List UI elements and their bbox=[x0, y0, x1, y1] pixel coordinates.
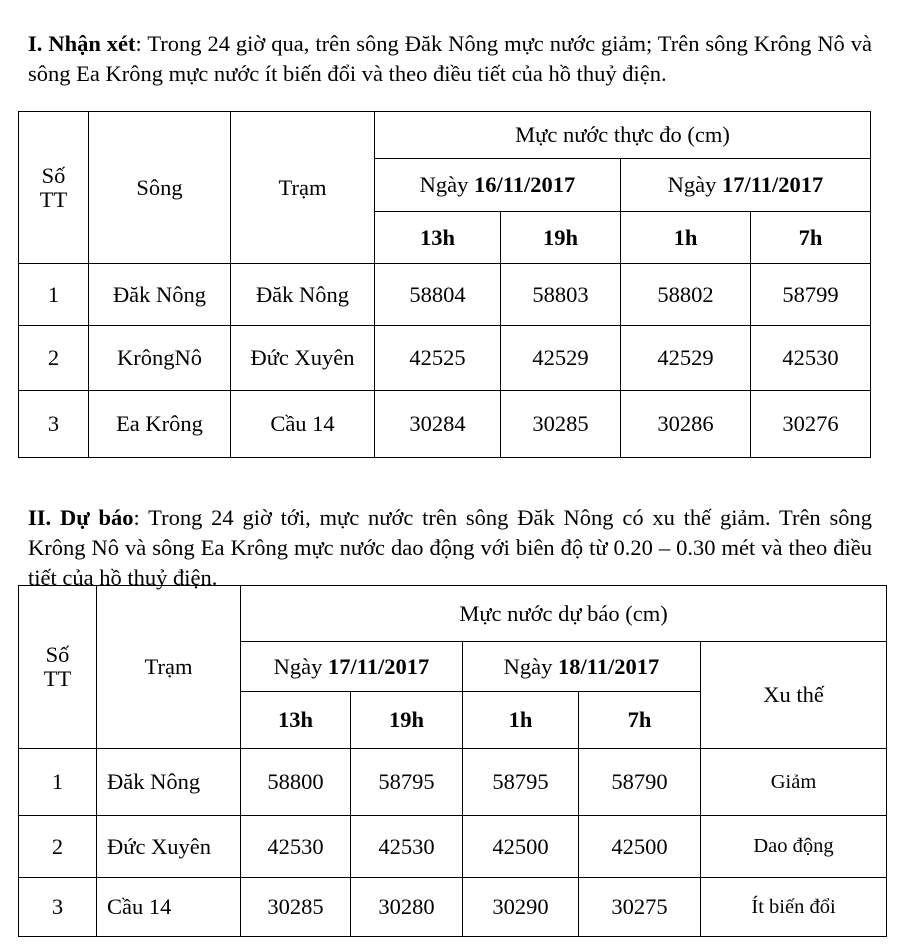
value-cell: 58790 bbox=[579, 749, 701, 816]
value-cell: 58803 bbox=[501, 264, 621, 326]
stt-cell: 2 bbox=[19, 326, 89, 391]
station-cell: Cầu 14 bbox=[231, 391, 375, 458]
value-cell: 42529 bbox=[501, 326, 621, 391]
measured-water-level-table bbox=[18, 111, 871, 458]
station-cell: Cầu 14 bbox=[97, 878, 241, 937]
value-cell: 30280 bbox=[351, 878, 463, 937]
forecast-text: : Trong 24 giờ tới, mực nước trên sông Đăk Nông có xu thế giảm. Trên sông Krông Nô và sông Ea Krông mực nước dao động với biên độ từ 0.20 – 0.30 mét và theo điều tiết của hồ thuỷ điện. bbox=[28, 504, 872, 590]
table-row bbox=[19, 264, 871, 326]
measured-group-header: Mực nước thực đo (cm) bbox=[375, 112, 871, 159]
table-row bbox=[19, 878, 887, 937]
river-header: Sông bbox=[89, 112, 231, 264]
hour-header: 1h bbox=[463, 692, 579, 749]
forecast-group-header: Mực nước dự báo (cm) bbox=[241, 586, 887, 642]
hour-header: 13h bbox=[241, 692, 351, 749]
hour-header: 7h bbox=[579, 692, 701, 749]
river-cell: Đăk Nông bbox=[89, 264, 231, 326]
value-cell: 30284 bbox=[375, 391, 501, 458]
station-header: Trạm bbox=[231, 112, 375, 264]
stt-cell: 1 bbox=[19, 264, 89, 326]
observation-text: : Trong 24 giờ qua, trên sông Đăk Nông mực nước giảm; Trên sông Krông Nô và sông Ea Krông mực nước ít biến đổi và theo điều tiết của hồ thuỷ điện. bbox=[28, 30, 872, 86]
value-cell: 58800 bbox=[241, 749, 351, 816]
value-cell: 58795 bbox=[463, 749, 579, 816]
table-row bbox=[19, 326, 871, 391]
day-header: Ngày 16/11/2017 bbox=[375, 159, 621, 212]
table-row bbox=[19, 749, 887, 816]
hour-header: 19h bbox=[351, 692, 463, 749]
trend-cell: Giảm bbox=[701, 749, 887, 816]
trend-cell: Dao động bbox=[701, 816, 887, 878]
value-cell: 30275 bbox=[579, 878, 701, 937]
day-header: Ngày 17/11/2017 bbox=[621, 159, 871, 212]
station-cell: Đăk Nông bbox=[97, 749, 241, 816]
stt-cell: 3 bbox=[19, 878, 97, 937]
stt-header: Số TT bbox=[19, 586, 97, 749]
value-cell: 58802 bbox=[621, 264, 751, 326]
value-cell: 42529 bbox=[621, 326, 751, 391]
stt-header: Số TT bbox=[19, 112, 89, 264]
value-cell: 58804 bbox=[375, 264, 501, 326]
stt-cell: 3 bbox=[19, 391, 89, 458]
value-cell: 58795 bbox=[351, 749, 463, 816]
value-cell: 42525 bbox=[375, 326, 501, 391]
value-cell: 30286 bbox=[621, 391, 751, 458]
value-cell: 42530 bbox=[751, 326, 871, 391]
station-header: Trạm bbox=[97, 586, 241, 749]
forecast-label: II. Dự báo bbox=[28, 504, 134, 530]
hour-header: 7h bbox=[751, 212, 871, 264]
value-cell: 30290 bbox=[463, 878, 579, 937]
value-cell: 30285 bbox=[501, 391, 621, 458]
forecast-paragraph bbox=[28, 503, 872, 593]
hour-header: 1h bbox=[621, 212, 751, 264]
forecast-water-level-table bbox=[18, 585, 887, 937]
trend-cell: Ít biến đổi bbox=[701, 878, 887, 937]
stt-cell: 2 bbox=[19, 816, 97, 878]
station-cell: Đăk Nông bbox=[231, 264, 375, 326]
day-header: Ngày 17/11/2017 bbox=[241, 642, 463, 692]
observation-paragraph bbox=[28, 29, 872, 89]
river-cell: KrôngNô bbox=[89, 326, 231, 391]
value-cell: 30276 bbox=[751, 391, 871, 458]
table-row bbox=[19, 816, 887, 878]
value-cell: 30285 bbox=[241, 878, 351, 937]
day-header: Ngày 18/11/2017 bbox=[463, 642, 701, 692]
value-cell: 42530 bbox=[241, 816, 351, 878]
value-cell: 42500 bbox=[579, 816, 701, 878]
hour-header: 19h bbox=[501, 212, 621, 264]
value-cell: 42500 bbox=[463, 816, 579, 878]
river-cell: Ea Krông bbox=[89, 391, 231, 458]
station-cell: Đức Xuyên bbox=[231, 326, 375, 391]
stt-cell: 1 bbox=[19, 749, 97, 816]
station-cell: Đức Xuyên bbox=[97, 816, 241, 878]
hour-header: 13h bbox=[375, 212, 501, 264]
value-cell: 42530 bbox=[351, 816, 463, 878]
trend-header: Xu thế bbox=[701, 642, 887, 749]
observation-label: I. Nhận xét bbox=[28, 30, 136, 56]
table-row bbox=[19, 391, 871, 458]
value-cell: 58799 bbox=[751, 264, 871, 326]
